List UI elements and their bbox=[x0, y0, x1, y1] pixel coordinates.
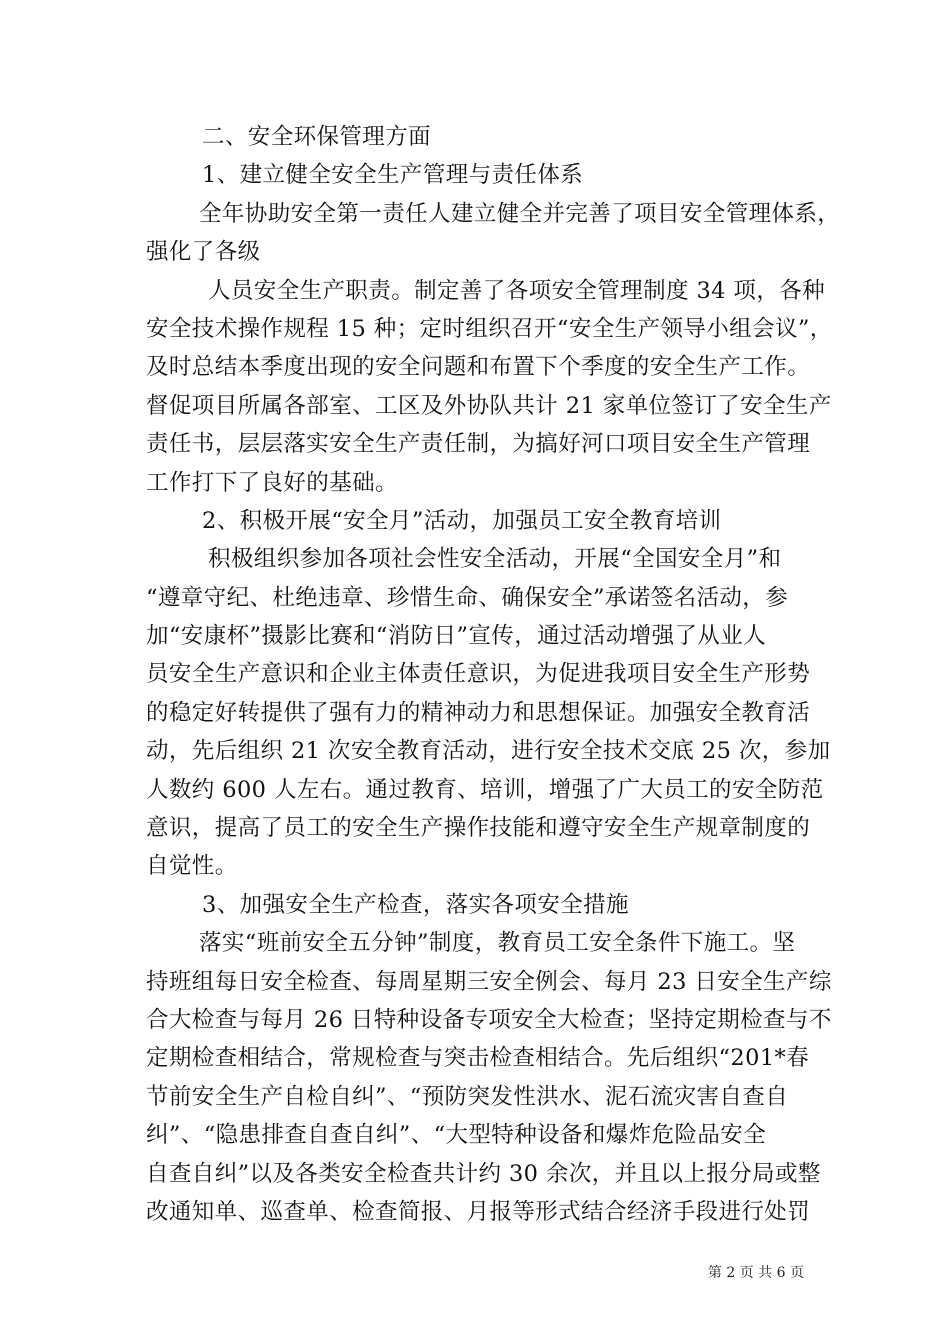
paragraph-line: 及时总结本季度出现的安全问题和布置下个季度的安全生产工作。 bbox=[146, 354, 811, 381]
paragraph-line: 改通知单、巡查单、检查简报、月报等形式结合经济手段进行处罚 bbox=[146, 1198, 811, 1225]
paragraph-line: 自查自纠”以及各类安全检查共计约 30 余次，并且以上报分局或整 bbox=[146, 1160, 821, 1187]
page-number: 第 2 页 共 6 页 bbox=[707, 1265, 804, 1281]
paragraph-line: 定期检查相结合，常规检查与突击检查相结合。先后组织“201*春 bbox=[146, 1045, 810, 1072]
paragraph-line: 人员安全生产职责。制定善了各项安全管理制度 34 项，各种 bbox=[208, 277, 826, 304]
paragraph-line: 落实“班前安全五分钟”制度，教育员工安全条件下施工。坚 bbox=[199, 930, 796, 957]
paragraph-line: 动，先后组织 21 次安全教育活动，进行安全技术交底 25 次，参加 bbox=[146, 738, 831, 765]
paragraph-line: 自觉性。 bbox=[146, 853, 238, 880]
paragraph-line: 意识，提高了员工的安全生产操作技能和遵守安全生产规章制度的 bbox=[146, 815, 811, 842]
paragraph-line: 持班组每日安全检查、每周星期三安全例会、每月 23 日安全生产综 bbox=[146, 968, 832, 995]
paragraph-line: 全年协助安全第一责任人建立健全并完善了项目安全管理体系， bbox=[199, 200, 841, 227]
subsection-heading: 3、加强安全生产检查，落实各项安全措施 bbox=[202, 891, 629, 918]
paragraph-line: 安全技术操作规程 15 种；定时组织召开“安全生产领导小组会议”， bbox=[146, 315, 833, 342]
section-heading: 二、安全环保管理方面 bbox=[202, 124, 432, 150]
subsection-heading: 1、建立健全安全生产管理与责任体系 bbox=[202, 162, 584, 189]
paragraph-line: 节前安全生产自检自纠”、“预防突发性洪水、泥石流灾害自查自 bbox=[146, 1083, 789, 1110]
paragraph-line: 工作打下了良好的基础。 bbox=[146, 469, 398, 496]
paragraph-line: 强化了各级 bbox=[146, 239, 261, 266]
subsection-heading: 2、积极开展“安全月”活动，加强员工安全教育培训 bbox=[202, 507, 722, 534]
paragraph-line: 的稳定好转提供了强有力的精神动力和思想保证。加强安全教育活 bbox=[146, 699, 811, 726]
paragraph-line: 积极组织参加各项社会性安全活动，开展“全国安全月”和 bbox=[208, 546, 782, 573]
paragraph-line: 纠”、“隐患排查自查自纠”、“大型特种设备和爆炸危险品安全 bbox=[146, 1122, 767, 1149]
paragraph-line: 责任书，层层落实安全生产责任制，为搞好河口项目安全生产管理 bbox=[146, 431, 811, 458]
paragraph-line: 人数约 600 人左右。通过教育、培训，增强了广大员工的安全防范 bbox=[146, 776, 824, 803]
paragraph-line: 合大检查与每月 26 日特种设备专项安全大检查；坚持定期检查与不 bbox=[146, 1006, 832, 1033]
paragraph-line: 加“安康杯”摄影比赛和“消防日”宣传，通过活动增强了从业人 bbox=[146, 623, 767, 650]
paragraph-line: 员安全生产意识和企业主体责任意识，为促进我项目安全生产形势 bbox=[146, 661, 811, 688]
paragraph-line: 督促项目所属各部室、工区及外协队共计 21 家单位签订了安全生产 bbox=[146, 392, 832, 419]
paragraph-line: “遵章守纪、杜绝违章、珍惜生命、确保安全”承诺签名活动，参 bbox=[146, 584, 789, 611]
document-body bbox=[146, 118, 841, 1231]
